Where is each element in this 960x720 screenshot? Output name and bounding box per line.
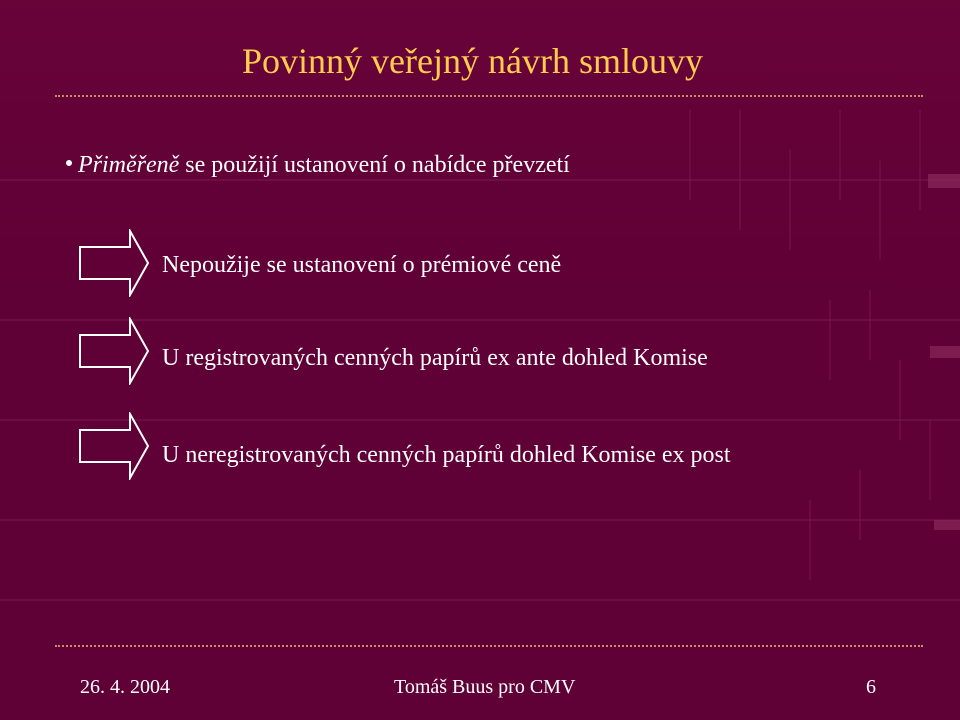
arrow-item-text: Nepoužije se ustanovení o prémiové ceně: [162, 252, 562, 278]
bullet-italic-text: Přiměřeně: [78, 152, 180, 178]
slide-title: Povinný veřejný návrh smlouvy: [242, 41, 703, 81]
footer-page-number: 6: [866, 676, 876, 698]
top-divider: [55, 95, 923, 97]
bullet-text: se použijí ustanovení o nabídce převzetí: [179, 152, 570, 178]
footer-date: 26. 4. 2004: [80, 676, 170, 698]
right-arrow-icon: [78, 317, 150, 385]
arrow-item-text: U registrovaných cenných papírů ex ante dohled Komise: [162, 345, 708, 371]
footer-author: Tomáš Buus pro CMV: [394, 676, 576, 698]
arrow-item-2: [78, 317, 938, 385]
bullet-dot-icon: [66, 160, 72, 166]
bottom-divider: [55, 645, 923, 647]
arrow-item-text: U neregistrovaných cenných papírů dohled Komise ex post: [162, 442, 731, 468]
right-arrow-icon: [78, 412, 150, 480]
bullet-item: [66, 152, 570, 179]
right-arrow-icon: [78, 229, 150, 297]
arrow-item-3: [78, 412, 938, 480]
arrow-item-1: [78, 229, 938, 297]
